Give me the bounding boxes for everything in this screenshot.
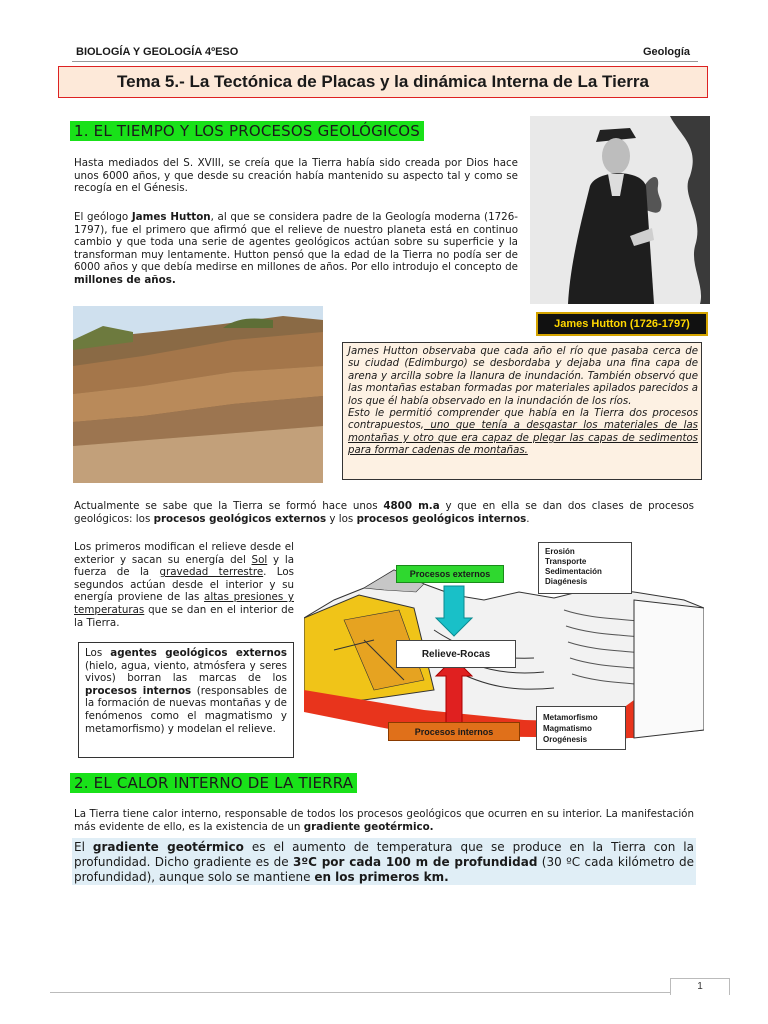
external-agents-box — [78, 642, 294, 758]
internal-processes-list — [536, 706, 626, 750]
external-processes-list — [538, 542, 632, 594]
internal-processes-label-box — [388, 722, 520, 741]
relief-rocks-label: Relieve-Rocas — [421, 648, 491, 660]
hutton-portrait — [530, 116, 710, 304]
hutton-quote-text: James Hutton observaba que cada año el río que pasaba cerca de su ciudad (Edimburgo) se desbordaba y dejaba una fina capa de arena y arcilla sobre la llanura de inundación. También observó que las montañas estaban formadas por materiales apilados parecidos a los que él había observado en la inundación de los ríos. Esto le permitió comprender que había en la Tierra dos procesos contrapuestos, uno que tenía a desgastar los materiales de las montañas y otro que era capaz de plegar las capas de sedimentos para formar cadenas de montañas. — [348, 346, 698, 457]
geology-diagram — [304, 540, 704, 755]
header-subject: Geología — [642, 46, 690, 58]
geothermal-gradient-text: El gradiente geotérmico es el aumento de temperatura que se produce en la Tierra con la profundidad. Dicho gradiente es de 3ºC por cada 100 m de profundidad (30 ºC cada kilómetro de profundidad), aunque solo se mantiene en los primeros km. — [74, 840, 694, 884]
section1-paragraph3: Actualmente se sabe que la Tierra se formó hace unos 4800 m.a y que en ella se dan dos clases de procesos geológicos: los procesos geológicos externos y los procesos geológicos internos. — [74, 500, 694, 525]
header-rule — [72, 61, 698, 62]
external-agents-text: Los agentes geológicos externos (hielo, agua, viento, atmósfera y seres vivos) borran las marcas de los procesos internos (responsables de la formación de nuevas montañas y de fenómenos como el magmatismo y metamorfismo) y modelan el relieve. — [85, 647, 288, 735]
footer-rule — [50, 992, 670, 993]
hutton-quote-box — [342, 342, 702, 480]
page-title: Tema 5.- La Tectónica de Placas y la dinámica Interna de La Tierra — [117, 72, 649, 91]
internal-item: Orogénesis — [543, 735, 588, 744]
external-processes-label-box — [396, 565, 504, 583]
section1-paragraph1: Hasta mediados del S. XVIII, se creía que la Tierra había sido creada por Dios hace unos 6000 años, y que desde su creación había mantenido su aspecto tal y como se recogía en el Génesis. — [74, 157, 518, 195]
strata-photo — [73, 306, 323, 483]
page-number: 1 — [670, 978, 730, 995]
external-item: Sedimentación — [545, 567, 602, 576]
geothermal-gradient-box — [72, 838, 696, 885]
external-item: Diagénesis — [545, 577, 588, 586]
internal-processes-label: Procesos internos — [414, 726, 494, 737]
section1-paragraph4: Los primeros modifican el relieve desde el exterior y sacan su energía del Sol y la fuerza de la gravedad terrestre. Los segundos actúan desde el interior y su energía proviene de las altas presiones y temperaturas que se dan en el interior de la Tierra. — [74, 541, 294, 629]
internal-item: Magmatismo — [543, 724, 592, 733]
page-title-box — [58, 66, 708, 98]
section2-heading: 2. EL CALOR INTERNO DE LA TIERRA — [70, 773, 357, 793]
section2-paragraph1: La Tierra tiene calor interno, responsable de todos los procesos geológicos que ocurren en su interior. La manifestación más evidente de ello, es la existencia de un gradiente geotérmico. — [74, 808, 694, 833]
external-item: Transporte — [545, 557, 587, 566]
relief-rocks-label-box — [396, 640, 516, 668]
portrait-caption: James Hutton (1726-1797) — [554, 318, 690, 330]
header-course: BIOLOGÍA Y GEOLOGÍA 4ºESO — [76, 46, 239, 58]
external-processes-label: Procesos externos — [409, 569, 491, 579]
portrait-caption-box — [536, 312, 708, 336]
internal-item: Metamorfismo — [543, 713, 598, 722]
external-item: Erosión — [545, 547, 575, 556]
section1-paragraph2: El geólogo James Hutton, al que se considera padre de la Geología moderna (1726-1797), fue el primero que afirmó que el relieve de nuestro planeta está en continuo cambio y que toda una serie de agentes geológicos actúan sobre su superficie y la transforman muy lentamente. Hutton pensó que la edad de la Tierra no podía ser de 6000 años y que debía medirse en millones de años. Por ello introdujo el concepto de millones de años. — [74, 211, 518, 286]
section1-heading: 1. EL TIEMPO Y LOS PROCESOS GEOLÓGICOS — [70, 121, 424, 141]
